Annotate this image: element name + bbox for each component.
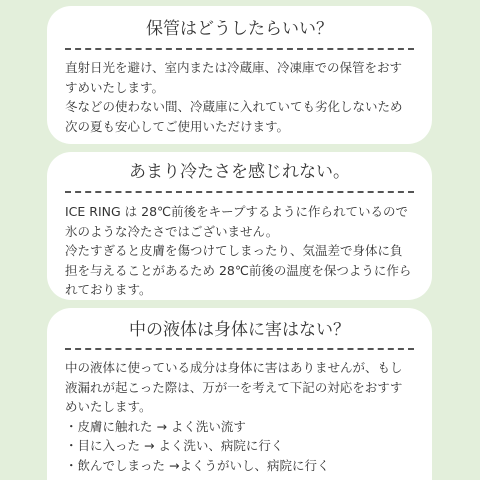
answer-paragraph: 冷たすぎると皮膚を傷つけてしまったり、気温差で身体に負担を与えることがあるため 28℃前後の温度を保つように作られております。 (65, 243, 412, 298)
faq-question-title: 中の液体は身体に害はない？ (129, 320, 350, 340)
answer-paragraph: ICE RING は 28℃前後をキープするように作られているので氷のような冷たさではございません。 (65, 204, 408, 239)
answer-paragraph: 直射日光を避け、室内または冷蔵庫、冷凍庫での保管をおすすめいたします。 (65, 60, 403, 95)
faq-card-coolness (47, 152, 432, 300)
faq-answer (65, 202, 414, 300)
dashed-divider (65, 191, 414, 193)
advice-list (65, 417, 414, 476)
faq-question-title: 保管はどうしたらいい？ (146, 19, 333, 39)
faq-answer (65, 358, 414, 476)
answer-paragraph: 冬などの使わない間、冷蔵庫に入れていても劣化しないため次の夏も安心してご使用いただけます。 (65, 99, 403, 134)
faq-card-storage (47, 6, 432, 144)
faq-answer (65, 58, 414, 136)
advice-item: ・飲んでしまった →よくうがいし、病院に行く (65, 457, 330, 473)
answer-paragraph: 中の液体に使っている成分は身体に害はありませんが、もし液漏れが起こった際は、万が一を考えて下記の対応をおすすめいたします。 (65, 360, 403, 415)
faq-card-liquid (47, 308, 432, 480)
dashed-divider (65, 348, 414, 350)
advice-item: ・皮膚に触れた → よく洗い流す (65, 418, 246, 434)
faq-question-title: あまり冷たさを感じれない。 (129, 162, 350, 182)
dashed-divider (65, 48, 414, 50)
advice-item: ・目に入った → よく洗い、病院に行く (65, 438, 284, 454)
